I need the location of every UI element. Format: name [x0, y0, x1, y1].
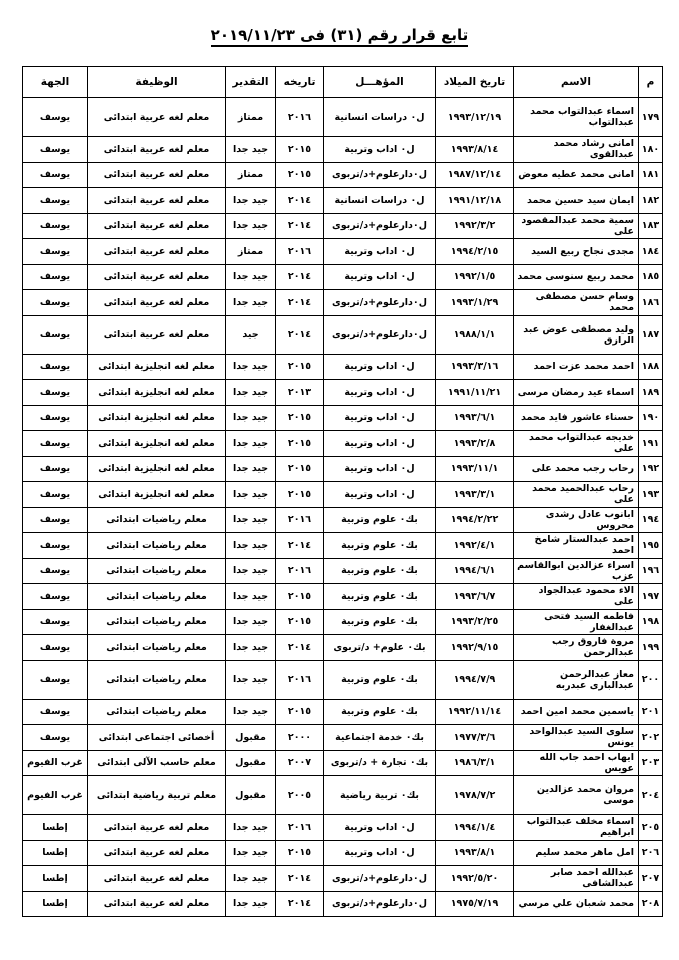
grade-cell: جيد جدا	[226, 405, 276, 431]
grade-cell: ممتاز	[226, 162, 276, 188]
destination-cell: يوسف	[23, 431, 88, 457]
birth-date-cell: ١٩٩٣/١٢/١٩	[436, 98, 514, 137]
grade-cell: مقبول	[226, 776, 276, 815]
birth-date-cell: ١٩٩٣/٦/٧	[436, 584, 514, 610]
row-number: ٢٠٧	[639, 866, 663, 892]
birth-date-cell: ١٩٩١/١٢/١٨	[436, 188, 514, 214]
qualification-year-cell: ٢٠١٦	[276, 558, 324, 584]
destination-cell: يوسف	[23, 584, 88, 610]
qualification-cell: ل٠ اداب وتربية	[324, 354, 436, 380]
qualification-year-cell: ٢٠٠٧	[276, 750, 324, 776]
qualification-cell: بك٠ علوم وتربية	[324, 660, 436, 699]
job-cell: معلم رياضيات ابتدائى	[88, 507, 226, 533]
birth-date-cell: ١٩٩٢/٩/١٥	[436, 635, 514, 661]
row-number: ١٨٩	[639, 380, 663, 406]
name-cell: الاء محمود عبدالجواد على	[514, 584, 639, 610]
table-row	[23, 558, 663, 584]
birth-date-cell: ١٩٩٤/١/٤	[436, 815, 514, 841]
qualification-cell: ل٠ دراسات انسانية	[324, 188, 436, 214]
qualification-year-cell: ٢٠٠٠	[276, 725, 324, 751]
destination-cell: يوسف	[23, 533, 88, 559]
row-number: ١٩٧	[639, 584, 663, 610]
destination-cell: إطسا	[23, 891, 88, 917]
table-row	[23, 866, 663, 892]
qualification-cell: ل٠ اداب وتربية	[324, 431, 436, 457]
job-cell: معلم رياضيات ابتدائى	[88, 660, 226, 699]
destination-cell: يوسف	[23, 354, 88, 380]
col-header-grade: التقدير	[226, 67, 276, 98]
row-number: ١٩٠	[639, 405, 663, 431]
grade-cell: جيد جدا	[226, 354, 276, 380]
birth-date-cell: ١٩٩٣/٣/١	[436, 482, 514, 508]
appointments-table	[22, 66, 663, 917]
table-row	[23, 699, 663, 725]
name-cell: حسناء عاشور فايد محمد	[514, 405, 639, 431]
name-cell: اسماء عبدالتواب محمد عبدالتواب	[514, 98, 639, 137]
job-cell: معلم لغه عربية ابتدائى	[88, 840, 226, 866]
table-row	[23, 354, 663, 380]
name-cell: احمد محمد عزت احمد	[514, 354, 639, 380]
grade-cell: جيد جدا	[226, 609, 276, 635]
grade-cell: جيد جدا	[226, 264, 276, 290]
qualification-year-cell: ٢٠١٤	[276, 635, 324, 661]
birth-date-cell: ١٩٧٨/٧/٢	[436, 776, 514, 815]
qualification-year-cell: ٢٠١٤	[276, 533, 324, 559]
table-row	[23, 609, 663, 635]
qualification-year-cell: ٢٠١٤	[276, 290, 324, 316]
table-row	[23, 290, 663, 316]
row-number: ١٩٣	[639, 482, 663, 508]
qualification-cell: بك٠ تربية رياضية	[324, 776, 436, 815]
table-row	[23, 405, 663, 431]
job-cell: معلم رياضيات ابتدائى	[88, 635, 226, 661]
name-cell: رحاب رجب محمد على	[514, 456, 639, 482]
name-cell: اسماء عيد رمضان مرسى	[514, 380, 639, 406]
row-number: ٢٠٨	[639, 891, 663, 917]
birth-date-cell: ١٩٧٥/٧/١٩	[436, 891, 514, 917]
qualification-cell: بك٠ علوم وتربية	[324, 609, 436, 635]
destination-cell: يوسف	[23, 188, 88, 214]
destination-cell: يوسف	[23, 405, 88, 431]
row-number: ١٨١	[639, 162, 663, 188]
job-cell: معلم رياضيات ابتدائى	[88, 609, 226, 635]
destination-cell: يوسف	[23, 558, 88, 584]
col-header-job: الوظيفة	[88, 67, 226, 98]
qualification-year-cell: ٢٠١٤	[276, 866, 324, 892]
qualification-year-cell: ٢٠١٦	[276, 239, 324, 265]
birth-date-cell: ١٩٩٣/٢/٨	[436, 431, 514, 457]
name-cell: عبدالله احمد صابر عبدالشافى	[514, 866, 639, 892]
job-cell: معلم لغه انجليزية ابتدائى	[88, 482, 226, 508]
destination-cell: يوسف	[23, 507, 88, 533]
grade-cell: جيد جدا	[226, 660, 276, 699]
col-header-birth-date: تاريخ الميلاد	[436, 67, 514, 98]
qualification-cell: ل٠ اداب وتربية	[324, 482, 436, 508]
qualification-cell: ل٠دارعلوم+د/تربوى	[324, 315, 436, 354]
table-row	[23, 891, 663, 917]
grade-cell: جيد جدا	[226, 533, 276, 559]
grade-cell: جيد	[226, 315, 276, 354]
job-cell: معلم لغه عربية ابتدائى	[88, 213, 226, 239]
qualification-year-cell: ٢٠١٥	[276, 699, 324, 725]
job-cell: معلم لغه عربية ابتدائى	[88, 891, 226, 917]
table-row	[23, 750, 663, 776]
birth-date-cell: ١٩٩٤/٢/٢٢	[436, 507, 514, 533]
row-number: ٢٠٥	[639, 815, 663, 841]
name-cell: ايمان سيد حسين محمد	[514, 188, 639, 214]
birth-date-cell: ١٩٩٢/١١/١٤	[436, 699, 514, 725]
row-number: ١٩٥	[639, 533, 663, 559]
qualification-year-cell: ٢٠٠٥	[276, 776, 324, 815]
qualification-cell: ل٠دارعلوم+د/تربوى	[324, 290, 436, 316]
row-number: ١٨٧	[639, 315, 663, 354]
table-row	[23, 264, 663, 290]
name-cell: اسراء عزالدين ابوالقاسم عزب	[514, 558, 639, 584]
qualification-cell: ل٠ اداب وتربية	[324, 405, 436, 431]
qualification-cell: ل٠ اداب وتربية	[324, 456, 436, 482]
qualification-year-cell: ٢٠١٥	[276, 456, 324, 482]
qualification-year-cell: ٢٠١٤	[276, 264, 324, 290]
table-row	[23, 482, 663, 508]
name-cell: سمية محمد عبدالمقصود على	[514, 213, 639, 239]
grade-cell: جيد جدا	[226, 840, 276, 866]
row-number: ١٧٩	[639, 98, 663, 137]
table-row	[23, 213, 663, 239]
job-cell: معلم لغه عربية ابتدائى	[88, 866, 226, 892]
table-row	[23, 725, 663, 751]
destination-cell: يوسف	[23, 290, 88, 316]
qualification-year-cell: ٢٠١٤	[276, 213, 324, 239]
name-cell: محمد شعبان علي مرسي	[514, 891, 639, 917]
qualification-year-cell: ٢٠١٦	[276, 815, 324, 841]
job-cell: معلم لغه انجليزية ابتدائى	[88, 380, 226, 406]
grade-cell: مقبول	[226, 750, 276, 776]
row-number: ٢٠١	[639, 699, 663, 725]
job-cell: معلم لغه عربية ابتدائى	[88, 290, 226, 316]
table-row	[23, 635, 663, 661]
name-cell: ايهاب احمد جاب الله عويس	[514, 750, 639, 776]
destination-cell: يوسف	[23, 725, 88, 751]
destination-cell: يوسف	[23, 239, 88, 265]
row-number: ٢٠٢	[639, 725, 663, 751]
name-cell: خديجه عبدالتواب محمد على	[514, 431, 639, 457]
name-cell: امانى رشاد محمد عبدالقوى	[514, 137, 639, 163]
qualification-year-cell: ٢٠١٦	[276, 660, 324, 699]
table-row	[23, 239, 663, 265]
table-body	[23, 98, 663, 917]
grade-cell: جيد جدا	[226, 558, 276, 584]
table-row	[23, 380, 663, 406]
row-number: ١٩٤	[639, 507, 663, 533]
destination-cell: إطسا	[23, 840, 88, 866]
qualification-cell: بك٠ خدمة اجتماعية	[324, 725, 436, 751]
qualification-cell: بك٠ علوم وتربية	[324, 507, 436, 533]
qualification-year-cell: ٢٠١٦	[276, 98, 324, 137]
table-row	[23, 315, 663, 354]
qualification-year-cell: ٢٠١٥	[276, 482, 324, 508]
grade-cell: جيد جدا	[226, 866, 276, 892]
qualification-cell: ل٠ اداب وتربية	[324, 815, 436, 841]
row-number: ١٩٨	[639, 609, 663, 635]
grade-cell: جيد جدا	[226, 380, 276, 406]
name-cell: وسام حسن مصطفى محمد	[514, 290, 639, 316]
name-cell: اسماء مخلف عبدالتواب ابراهيم	[514, 815, 639, 841]
grade-cell: جيد جدا	[226, 456, 276, 482]
job-cell: أخصائى اجتماعى ابتدائى	[88, 725, 226, 751]
row-number: ١٨٦	[639, 290, 663, 316]
grade-cell: جيد جدا	[226, 584, 276, 610]
grade-cell: جيد جدا	[226, 815, 276, 841]
qualification-cell: ل٠ اداب وتربية	[324, 380, 436, 406]
destination-cell: يوسف	[23, 315, 88, 354]
row-number: ٢٠٠	[639, 660, 663, 699]
row-number: ١٩١	[639, 431, 663, 457]
job-cell: معلم لغه عربية ابتدائى	[88, 137, 226, 163]
grade-cell: جيد جدا	[226, 213, 276, 239]
grade-cell: جيد جدا	[226, 188, 276, 214]
job-cell: معلم لغه انجليزية ابتدائى	[88, 405, 226, 431]
qualification-year-cell: ٢٠١٤	[276, 315, 324, 354]
qualification-cell: بك٠ علوم وتربية	[324, 533, 436, 559]
job-cell: معلم رياضيات ابتدائى	[88, 558, 226, 584]
col-header-qualification-year: تاريخه	[276, 67, 324, 98]
name-cell: وليد مصطفى عوض عبد الرازق	[514, 315, 639, 354]
header-row	[23, 67, 663, 98]
qualification-cell: ل٠ اداب وتربية	[324, 239, 436, 265]
birth-date-cell: ١٩٨٧/١٢/١٤	[436, 162, 514, 188]
qualification-year-cell: ٢٠١٥	[276, 137, 324, 163]
birth-date-cell: ١٩٨٦/٣/١	[436, 750, 514, 776]
grade-cell: جيد جدا	[226, 431, 276, 457]
col-header-number: م	[639, 67, 663, 98]
birth-date-cell: ١٩٩٣/٣/١٦	[436, 354, 514, 380]
job-cell: معلم لغه عربية ابتدائى	[88, 815, 226, 841]
grade-cell: جيد جدا	[226, 507, 276, 533]
name-cell: امانى محمد عطيه معوض	[514, 162, 639, 188]
birth-date-cell: ١٩٩٤/٦/١	[436, 558, 514, 584]
qualification-year-cell: ٢٠١٥	[276, 840, 324, 866]
table-row	[23, 776, 663, 815]
col-header-qualification: المؤهـــل	[324, 67, 436, 98]
job-cell: معلم لغه عربية ابتدائى	[88, 264, 226, 290]
table-row	[23, 188, 663, 214]
qualification-year-cell: ٢٠١٥	[276, 584, 324, 610]
qualification-cell: بك٠ علوم+ د/تربوى	[324, 635, 436, 661]
qualification-cell: بك٠ علوم وتربية	[324, 584, 436, 610]
table-row	[23, 98, 663, 137]
birth-date-cell: ١٩٩٣/٨/١	[436, 840, 514, 866]
name-cell: ابانوب عادل رشدى محروس	[514, 507, 639, 533]
destination-cell: يوسف	[23, 699, 88, 725]
qualification-cell: ل٠ اداب وتربية	[324, 137, 436, 163]
row-number: ١٨٤	[639, 239, 663, 265]
table-row	[23, 431, 663, 457]
name-cell: مروة فاروق رجب عبدالرحمن	[514, 635, 639, 661]
grade-cell: مقبول	[226, 725, 276, 751]
grade-cell: جيد جدا	[226, 290, 276, 316]
job-cell: معلم لغه انجليزية ابتدائى	[88, 354, 226, 380]
destination-cell: إطسا	[23, 815, 88, 841]
row-number: ١٩٦	[639, 558, 663, 584]
job-cell: معلم رياضيات ابتدائى	[88, 584, 226, 610]
name-cell: مجدى نجاح ربيع السيد	[514, 239, 639, 265]
qualification-year-cell: ٢٠١٥	[276, 609, 324, 635]
grade-cell: جيد جدا	[226, 137, 276, 163]
table-row	[23, 137, 663, 163]
qualification-cell: بك٠ تجارة + د/تربوى	[324, 750, 436, 776]
grade-cell: جيد جدا	[226, 482, 276, 508]
job-cell: معلم لغه عربية ابتدائى	[88, 98, 226, 137]
birth-date-cell: ١٩٩٣/١١/١	[436, 456, 514, 482]
birth-date-cell: ١٩٩١/١١/٢١	[436, 380, 514, 406]
qualification-cell: ل٠دارعلوم+د/تربوى	[324, 213, 436, 239]
qualification-cell: ل٠ اداب وتربية	[324, 264, 436, 290]
birth-date-cell: ١٩٧٧/٣/٦	[436, 725, 514, 751]
name-cell: امل ماهر محمد سليم	[514, 840, 639, 866]
birth-date-cell: ١٩٩٣/٨/١٤	[436, 137, 514, 163]
qualification-year-cell: ٢٠١٦	[276, 507, 324, 533]
name-cell: احمد عبدالستار شامخ احمد	[514, 533, 639, 559]
table-row	[23, 815, 663, 841]
birth-date-cell: ١٩٩٢/٥/٢٠	[436, 866, 514, 892]
destination-cell: يوسف	[23, 137, 88, 163]
birth-date-cell: ١٩٩٢/٣/٢	[436, 213, 514, 239]
qualification-year-cell: ٢٠١٤	[276, 188, 324, 214]
destination-cell: يوسف	[23, 380, 88, 406]
row-number: ١٨٨	[639, 354, 663, 380]
table-row	[23, 584, 663, 610]
row-number: ١٩٢	[639, 456, 663, 482]
destination-cell: يوسف	[23, 482, 88, 508]
destination-cell: يوسف	[23, 264, 88, 290]
grade-cell: جيد جدا	[226, 699, 276, 725]
name-cell: مروان محمد عزالدين موسى	[514, 776, 639, 815]
grade-cell: جيد جدا	[226, 635, 276, 661]
qualification-year-cell: ٢٠١٥	[276, 162, 324, 188]
job-cell: معلم حاسب الآلى ابتدائى	[88, 750, 226, 776]
row-number: ١٨٠	[639, 137, 663, 163]
birth-date-cell: ١٩٩٢/٤/١	[436, 533, 514, 559]
qualification-year-cell: ٢٠١٥	[276, 405, 324, 431]
name-cell: رحاب عبدالحميد محمد على	[514, 482, 639, 508]
grade-cell: جيد جدا	[226, 891, 276, 917]
job-cell: معلم لغه عربية ابتدائى	[88, 188, 226, 214]
qualification-cell: ل٠ اداب وتربية	[324, 840, 436, 866]
qualification-cell: بك٠ علوم وتربية	[324, 558, 436, 584]
birth-date-cell: ١٩٩٤/٢/١٥	[436, 239, 514, 265]
col-header-name: الاسم	[514, 67, 639, 98]
destination-cell: يوسف	[23, 162, 88, 188]
table-row	[23, 840, 663, 866]
birth-date-cell: ١٩٨٨/١/١	[436, 315, 514, 354]
destination-cell: يوسف	[23, 98, 88, 137]
name-cell: محمد ربيع سنوسى محمد	[514, 264, 639, 290]
job-cell: معلم رياضيات ابتدائى	[88, 533, 226, 559]
birth-date-cell: ١٩٩٣/٢/٢٥	[436, 609, 514, 635]
row-number: ١٨٥	[639, 264, 663, 290]
qualification-cell: ل٠دارعلوم+د/تربوى	[324, 891, 436, 917]
destination-cell: يوسف	[23, 635, 88, 661]
row-number: ١٨٣	[639, 213, 663, 239]
name-cell: فاطمه السيد فتحى عبدالغفار	[514, 609, 639, 635]
qualification-cell: ل٠دارعلوم+د/تربوى	[324, 866, 436, 892]
grade-cell: ممتاز	[226, 239, 276, 265]
job-cell: معلم تربية رياضية ابتدائى	[88, 776, 226, 815]
birth-date-cell: ١٩٩٣/١/٢٩	[436, 290, 514, 316]
qualification-year-cell: ٢٠١٣	[276, 380, 324, 406]
table-row	[23, 456, 663, 482]
job-cell: معلم لغه عربية ابتدائى	[88, 315, 226, 354]
birth-date-cell: ١٩٩٣/٦/١	[436, 405, 514, 431]
birth-date-cell: ١٩٩٤/٧/٩	[436, 660, 514, 699]
table-row	[23, 660, 663, 699]
row-number: ١٨٢	[639, 188, 663, 214]
table-row	[23, 162, 663, 188]
qualification-year-cell: ٢٠١٥	[276, 354, 324, 380]
destination-cell: غرب الفيوم	[23, 750, 88, 776]
qualification-year-cell: ٢٠١٤	[276, 891, 324, 917]
qualification-cell: بك٠ علوم وتربية	[324, 699, 436, 725]
job-cell: معلم لغه انجليزية ابتدائى	[88, 456, 226, 482]
row-number: ٢٠٦	[639, 840, 663, 866]
name-cell: معاز عبدالرحمن عبدالبارى عبدربه	[514, 660, 639, 699]
name-cell: ياسمين محمد امين احمد	[514, 699, 639, 725]
document-title: تابع قرار رقم (٣١) فى ٢٠١٩/١١/٢٣	[0, 26, 679, 44]
destination-cell: يوسف	[23, 456, 88, 482]
destination-cell: غرب الفيوم	[23, 776, 88, 815]
table-row	[23, 533, 663, 559]
job-cell: معلم لغه عربية ابتدائى	[88, 162, 226, 188]
qualification-cell: ل٠دارعلوم+د/تربوى	[324, 162, 436, 188]
job-cell: معلم رياضيات ابتدائى	[88, 699, 226, 725]
row-number: ٢٠٤	[639, 776, 663, 815]
destination-cell: يوسف	[23, 213, 88, 239]
birth-date-cell: ١٩٩٢/١/٥	[436, 264, 514, 290]
name-cell: سلوى السيد عبدالواحد يونس	[514, 725, 639, 751]
qualification-cell: ل٠ دراسات انسانية	[324, 98, 436, 137]
row-number: ١٩٩	[639, 635, 663, 661]
destination-cell: يوسف	[23, 660, 88, 699]
table-row	[23, 507, 663, 533]
col-header-destination: الجهة	[23, 67, 88, 98]
destination-cell: يوسف	[23, 609, 88, 635]
job-cell: معلم لغه انجليزية ابتدائى	[88, 431, 226, 457]
job-cell: معلم لغه عربية ابتدائى	[88, 239, 226, 265]
row-number: ٢٠٣	[639, 750, 663, 776]
grade-cell: ممتاز	[226, 98, 276, 137]
destination-cell: إطسا	[23, 866, 88, 892]
qualification-year-cell: ٢٠١٥	[276, 431, 324, 457]
